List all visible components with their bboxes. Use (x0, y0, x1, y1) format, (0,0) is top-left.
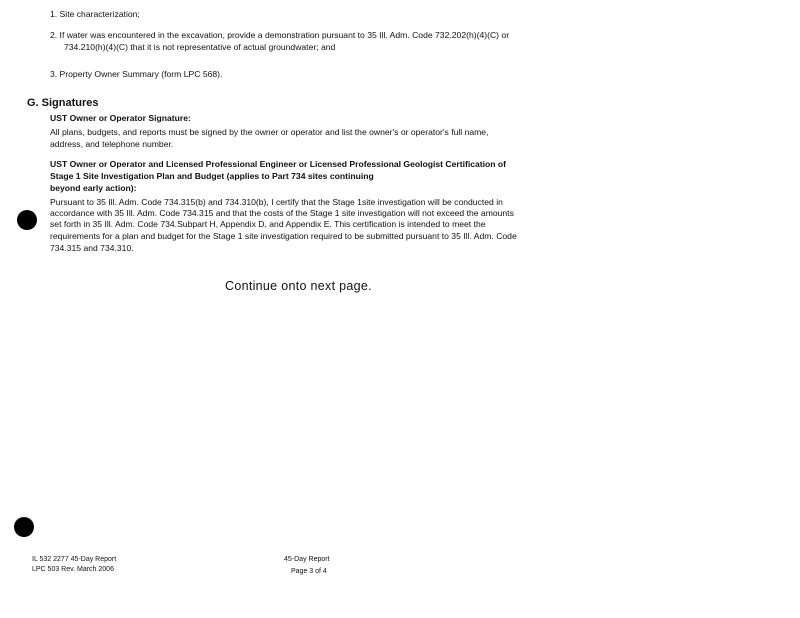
footer-form-number: IL 532 2277 45-Day Report (32, 556, 117, 563)
owner-signature-text-line2: address, and telephone number. (50, 139, 174, 149)
footer-page-number: Page 3 of 4 (291, 568, 327, 575)
certification-text-line3: set forth in 35 Ill. Adm. Code 734.Subpart H, Appendix D, and Appendix E. This certification is intended to meet the (50, 219, 486, 229)
certification-text-line2: accordance with 35 Ill. Adm. Code 734.315 and that the costs of the Stage 1 site investigation will not exceed the amounts (50, 208, 514, 218)
footer-report-name: 45-Day Report (284, 556, 330, 563)
list-item-water-demonstration-line1: 2. If water was encountered in the excavation, provide a demonstration pursuant to 35 Ill. Adm. Code 732.202(h)(4)(C) or (50, 30, 510, 40)
section-heading-signatures: G. Signatures (27, 97, 99, 109)
certification-title-line3: beyond early action): (50, 183, 137, 193)
certification-text-line4: requirements for a plan and budget for the Stage 1 site investigation required to be submitted pursuant to 35 Ill. Adm. Code (50, 231, 517, 241)
certification-text-line5: 734.315 and 734.310. (50, 243, 134, 253)
owner-signature-title: UST Owner or Operator Signature: (50, 113, 191, 123)
certification-title-line2: Stage 1 Site Investigation Plan and Budget (applies to Part 734 sites continuing (50, 171, 374, 181)
footer-revision: LPC 503 Rev. March 2006 (32, 566, 114, 573)
list-item-site-characterization: 1. Site characterization; (50, 9, 140, 19)
continue-note: Continue onto next page. (225, 279, 372, 293)
punch-hole-top (17, 210, 37, 230)
owner-signature-text-line1: All plans, budgets, and reports must be signed by the owner or operator and list the owner's or operator's full name, (50, 127, 489, 137)
punch-hole-bottom (14, 517, 34, 537)
certification-text-line1: Pursuant to 35 Ill. Adm. Code 734.315(b) and 734.310(b), I certify that the Stage 1site investigation will be conducted in (50, 197, 503, 207)
list-item-water-demonstration-line2: 734.210(h)(4)(C) that it is not representative of actual groundwater; and (64, 42, 336, 52)
list-item-property-owner-summary: 3. Property Owner Summary (form LPC 568). (50, 69, 223, 79)
certification-title-line1: UST Owner or Operator and Licensed Professional Engineer or Licensed Professional Geologist Certification of (50, 159, 507, 169)
